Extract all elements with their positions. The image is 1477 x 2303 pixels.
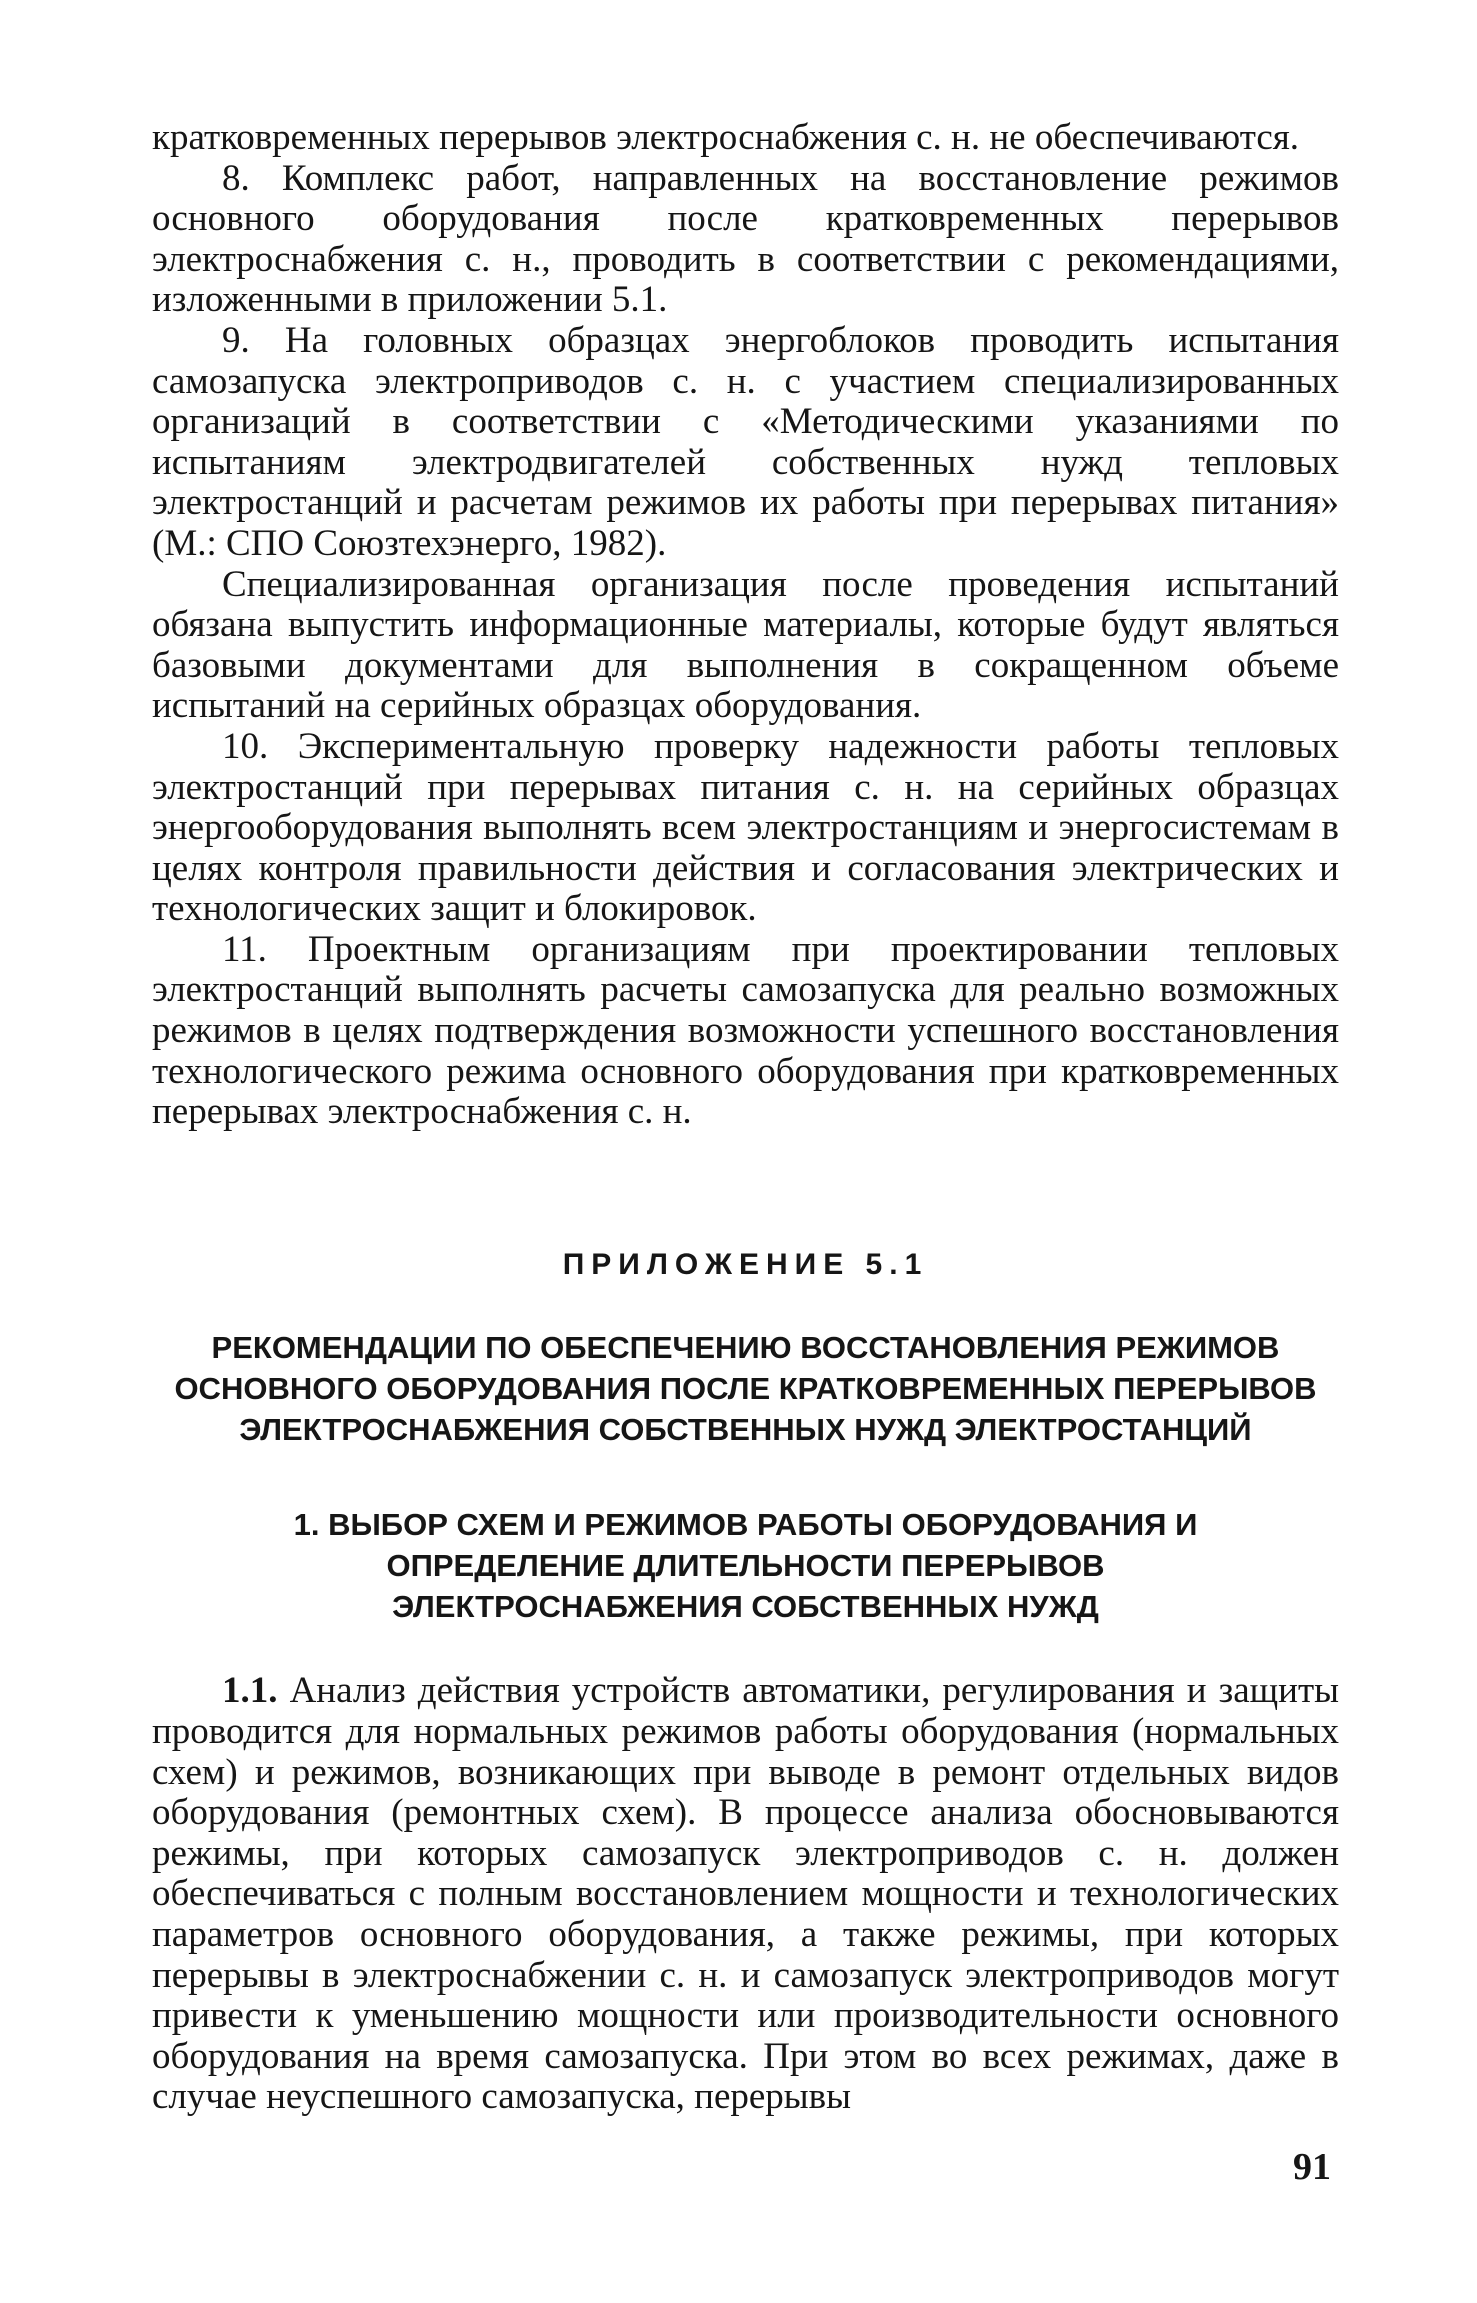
paragraph-continuation: кратковременных перерывов электроснабжения с. н. не обеспечиваются.	[152, 117, 1300, 158]
appendix-label: ПРИЛОЖЕНИЕ 5.1	[562, 1247, 929, 1281]
paragraph-1-1	[152, 1671, 1339, 2118]
paragraph-number: 1.1.	[222, 1670, 278, 1712]
appendix-title: РЕКОМЕНДАЦИИ ПО ОБЕСПЕЧЕНИЮ ВОССТАНОВЛЕНИЯ РЕЖИМОВ ОСНОВНОГО ОБОРУДОВАНИЯ ПОСЛЕ КРАТКОВРЕМЕННЫХ ПЕРЕРЫВОВ ЭЛЕКТРОСНАБЖЕНИЯ СОБСТВЕННЫХ НУЖД ЭЛЕКТРОСТАНЦИЙ	[174, 1330, 1317, 1448]
paragraph-specialized-org: Специализированная организация после проведения испытаний обязана выпустить информационные материалы, которые будут являться базовыми документами для выполнения в сокращенном объеме испытаний на серийных образцах оборудования.	[152, 563, 1339, 727]
paragraph-item-10: 10. Экспериментальную проверку надежности работы тепловых электростанций при перерывах питания с. н. на серийных образцах энергооборудования выполнять всем электростанциям и энергосистемам в целях контроля правильности действия и согласования электрических и технологических защит и блокировок.	[152, 725, 1339, 930]
paragraph-item-8: 8. Комплекс работ, направленных на восстановление режимов основного оборудования после кратковременных перерывов электроснабжения с. н., проводить в соответствии с рекомендациями, изложенными в приложении 5.1.	[152, 157, 1339, 321]
paragraph-text: Анализ действия устройств автоматики, регулирования и защиты проводится для нормальных режимов работы оборудования (нормальных схем) и режимов, возникающих при выводе в ремонт отдельных видов оборудования (ремонтных схем). В процессе анализа обосновываются режимы, при которых самозапуск электроприводов с. н. должен обеспечиваться с полным восстановлением мощности и технологических параметров основного оборудования, а также режимы, при которых перерывы в электроснабжении с. н. и самозапуск электроприводов могут привести к уменьшению мощности или производительности основного оборудования на время самозапуска. При этом во всех режимах, даже в случае неуспешного самозапуска, перерывы	[152, 1670, 1339, 2118]
section-title: 1. ВЫБОР СХЕМ И РЕЖИМОВ РАБОТЫ ОБОРУДОВАНИЯ И ОПРЕДЕЛЕНИЕ ДЛИТЕЛЬНОСТИ ПЕРЕРЫВОВ ЭЛЕКТРОСНАБЖЕНИЯ СОБСТВЕННЫХ НУЖД	[293, 1507, 1198, 1625]
page-number: 91	[1293, 2146, 1331, 2188]
paragraph-item-11: 11. Проектным организациям при проектировании тепловых электростанций выполнять расчеты самозапуска для реально возможных режимов в целях подтверждения возможности успешного восстановления технологического режима основного оборудования при кратковременных перерывах электроснабжения с. н.	[152, 928, 1339, 1133]
paragraph-item-9: 9. На головных образцах энергоблоков проводить испытания самозапуска электроприводов с. н. с участием специализированных организаций в соответствии с «Методическими указаниями по испытаниям электродвигателей собственных нужд тепловых электростанций и расчетам режимов их работы при перерывах питания» (М.: СПО Союзтехэнерго, 1982).	[152, 319, 1339, 564]
document-page	[152, 118, 1339, 2118]
